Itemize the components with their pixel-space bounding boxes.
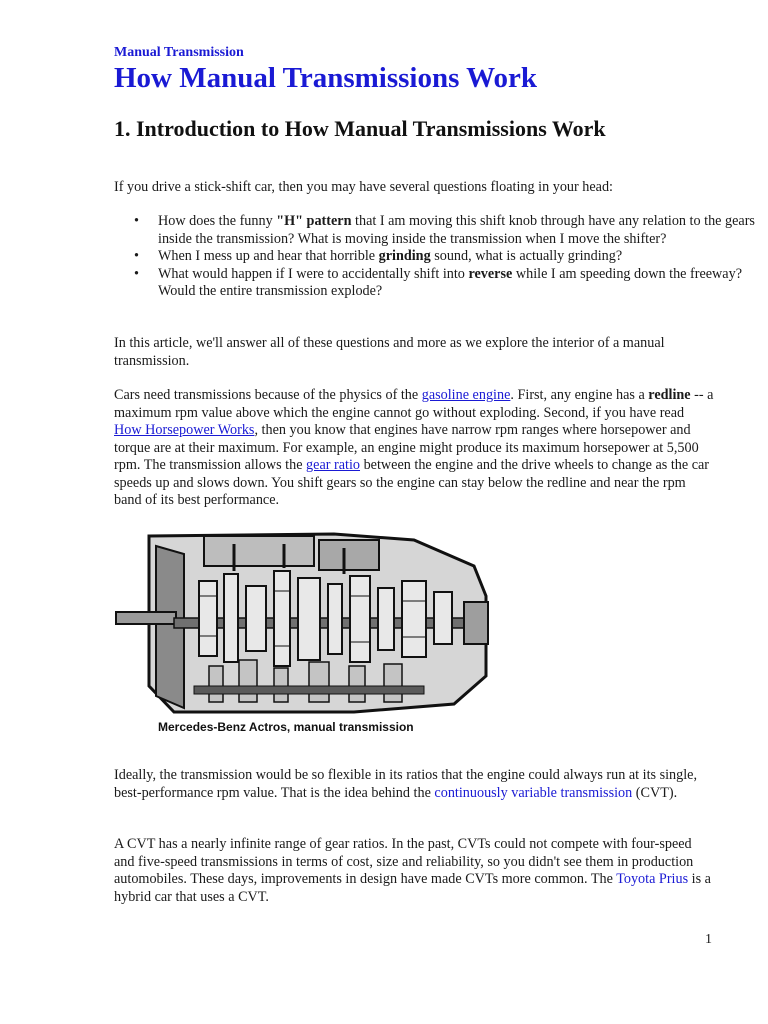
list-item-text: while I am speeding down the freeway? Would the entire transmission explode? xyxy=(158,265,742,299)
bullet-icon: • xyxy=(134,265,139,282)
paragraph-text: between the engine and the drive wheels to change as the car speeds up and slows down. You shift gears so the engine can stay below the redline and near the rpm band of its best performance. xyxy=(114,457,710,508)
breadcrumb-link[interactable]: Manual Transmission xyxy=(114,45,244,60)
list-item-bold: "H" pattern xyxy=(276,213,352,229)
questions-list xyxy=(114,213,758,301)
list-item xyxy=(134,213,758,248)
list-item xyxy=(134,248,758,266)
paragraph-text: Ideally, the transmission would be so flexible in its ratios that the engine could always run at its single, best-performance rpm value. That is the idea behind the xyxy=(114,767,698,801)
article-paragraph: In this article, we'll answer all of these questions and more as we explore the interior of a manual transmission. xyxy=(114,335,665,369)
page-number: 1 xyxy=(705,932,712,947)
transmission-cutaway-illustration xyxy=(114,526,494,722)
paragraph-text: -- a maximum rpm value above which the engine cannot go without exploding. Second, if you have read xyxy=(114,387,714,421)
figure-caption: Mercedes-Benz Actros, manual transmission xyxy=(158,720,414,734)
list-item-text: How does the funny xyxy=(158,213,277,229)
how-horsepower-works-link[interactable]: How Horsepower Works xyxy=(114,422,255,438)
paragraph-text: is a hybrid car that uses a CVT. xyxy=(114,871,711,905)
intro-paragraph: If you drive a stick-shift car, then you may have several questions floating in your head: xyxy=(114,179,614,195)
paragraph-text: . First, any engine has a xyxy=(510,387,649,403)
redline-bold: redline xyxy=(648,387,691,403)
cvt-paragraph xyxy=(114,836,714,906)
gear-ratio-link[interactable]: gear ratio xyxy=(306,457,361,473)
ideal-paragraph xyxy=(114,767,714,802)
toyota-prius-link[interactable]: Toyota Prius xyxy=(616,871,689,887)
section-title: 1. Introduction to How Manual Transmissions Work xyxy=(114,116,606,141)
list-item-text: When I mess up and hear that horrible xyxy=(158,248,379,264)
paragraph-text: Cars need transmissions because of the physics of the xyxy=(114,387,422,403)
gasoline-engine-link[interactable]: gasoline engine xyxy=(421,387,511,403)
cvt-link[interactable]: continuously variable transmission xyxy=(434,784,633,801)
bullet-icon: • xyxy=(134,213,139,229)
list-item xyxy=(134,265,758,301)
page-title: How Manual Transmissions Work xyxy=(114,62,538,94)
transmission-drawing xyxy=(114,526,494,722)
list-item-bold: grinding xyxy=(378,248,431,264)
list-item-text: that I am moving this shift knob through have any relation to the gears inside the transmission? What is moving inside the transmission when I move the shifter? xyxy=(158,213,755,247)
list-item-text: What would happen if I were to accidentally shift into xyxy=(158,265,469,282)
list-item-text: sound, what is actually grinding? xyxy=(430,248,623,264)
physics-paragraph xyxy=(114,387,714,510)
paragraph-text: A CVT has a nearly infinite range of gear ratios. In the past, CVTs could not compete with four-speed and five-speed transmissions in terms of cost, size and reliability, so you didn't see them in production automobiles. These days, improvements in design have made CVTs more common. The xyxy=(114,836,694,887)
paragraph-text: (CVT). xyxy=(632,784,678,801)
list-item-bold: reverse xyxy=(468,265,513,282)
paragraph-text: , then you know that engines have narrow rpm ranges where horsepower and torque are at their maximum. For example, an engine might produce its maximum horsepower at 5,500 rpm. The transmission allows the xyxy=(114,422,699,473)
bullet-icon: • xyxy=(134,248,139,264)
